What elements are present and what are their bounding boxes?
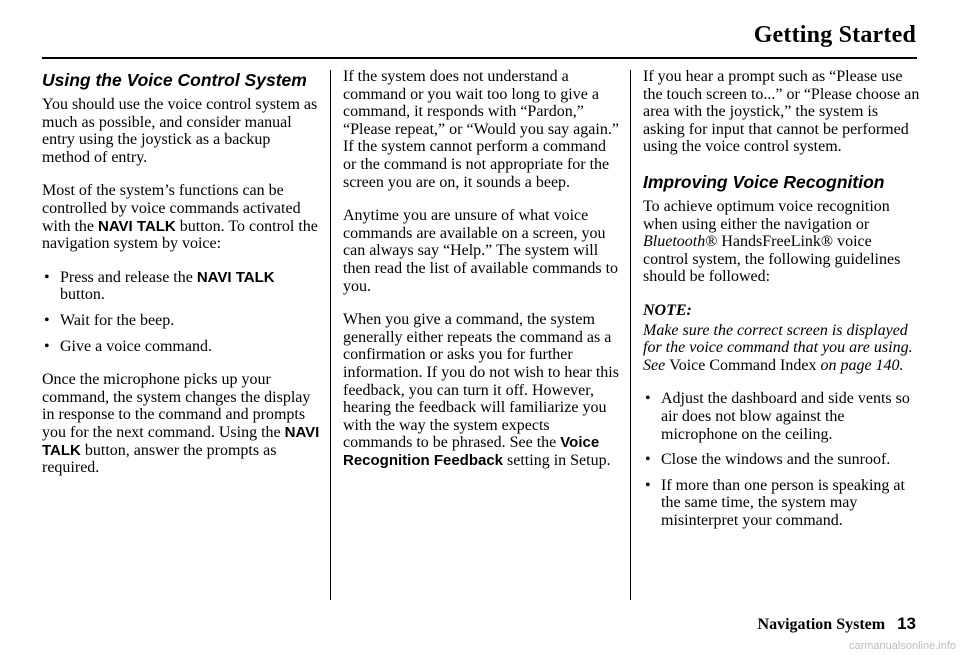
bullet-list <box>42 269 320 355</box>
bullet-list <box>643 390 921 529</box>
column-1 <box>42 68 320 493</box>
voice-recognition-feedback-setting: Voice Recognition Feedback <box>343 434 600 469</box>
paragraph: When you give a command, the system generally either repeats the command as a confirmation or asks you for further information. If you do not wish to hear this feedback, you can turn it off. However, hearing the feedback will familiarize you with the way the system expects commands to be phrased. See the Voice Recognition Feedback setting in Setup. <box>343 311 619 469</box>
column-2 <box>343 68 621 485</box>
navi-talk-button-ref: NAVI TALK <box>42 423 320 459</box>
note-text: Make sure the correct screen is displayed for the voice command that you are using. See Voice Command Index on page 140. <box>643 321 913 374</box>
page-footer <box>758 614 916 634</box>
footer-label: Navigation System <box>757 616 886 633</box>
voice-command-index-ref: Voice Command Index <box>669 356 817 374</box>
section-heading-voice-control: Using the Voice Control System <box>42 70 307 90</box>
navi-talk-button-ref: NAVI TALK <box>196 268 275 286</box>
list-item: • Close the windows and the sunroof. <box>643 451 921 469</box>
column-divider <box>330 70 331 600</box>
navi-talk-button-ref: NAVI TALK <box>98 217 176 235</box>
paragraph: To achieve optimum voice recognition when using either the navigation or Bluetooth® HandsFreeLink® voice control system, the following guidelines should be followed: <box>643 197 901 286</box>
paragraph: If you hear a prompt such as “Please use the touch screen to...” or “Please choose an area with the joystick,” the system is asking for input that cannot be performed using the voice control system. <box>643 68 920 156</box>
paragraph: You should use the voice control system as much as possible, and consider manual entry using the joystick as a backup method of entry. <box>42 96 318 166</box>
column-divider <box>630 70 631 600</box>
page-number: 13 <box>897 614 916 633</box>
paragraph: Most of the system’s functions can be controlled by voice commands activated with the NAVI TALK button. To control the navigation system by voice: <box>42 182 318 253</box>
list-item: • Wait for the beep. <box>42 312 320 330</box>
section-heading-improving-recognition: Improving Voice Recognition <box>643 171 885 192</box>
list-item: • Press and release the NAVI TALK button. <box>42 269 320 304</box>
column-3 <box>643 68 921 545</box>
list-item: • Give a voice command. <box>42 338 320 356</box>
list-item: • If more than one person is speaking at the same time, the system may misinterpret your command. <box>643 477 921 530</box>
paragraph: Anytime you are unsure of what voice commands are available on a screen, you can always say “Help.” The system will then read the list of available commands to you. <box>343 207 619 295</box>
page-title: Getting Started <box>753 22 916 48</box>
header-rule <box>42 57 917 59</box>
note-label: NOTE: <box>643 301 692 319</box>
paragraph: Once the microphone picks up your command, the system changes the display in response to the command and prompts you for the next command. Using the NAVI TALK button, answer the prompts as required. <box>42 371 320 477</box>
list-item: • Adjust the dashboard and side vents so air does not blow against the microphone on the ceiling. <box>643 390 921 443</box>
paragraph: If the system does not understand a command or you wait too long to give a command, it responds with “Pardon,” “Please repeat,” or “Would you say again.” If the system cannot perform a command or the command is not appropriate for the screen you are on, it sounds a beep. <box>343 68 619 191</box>
watermark: carmanualsonline.info <box>848 640 956 652</box>
